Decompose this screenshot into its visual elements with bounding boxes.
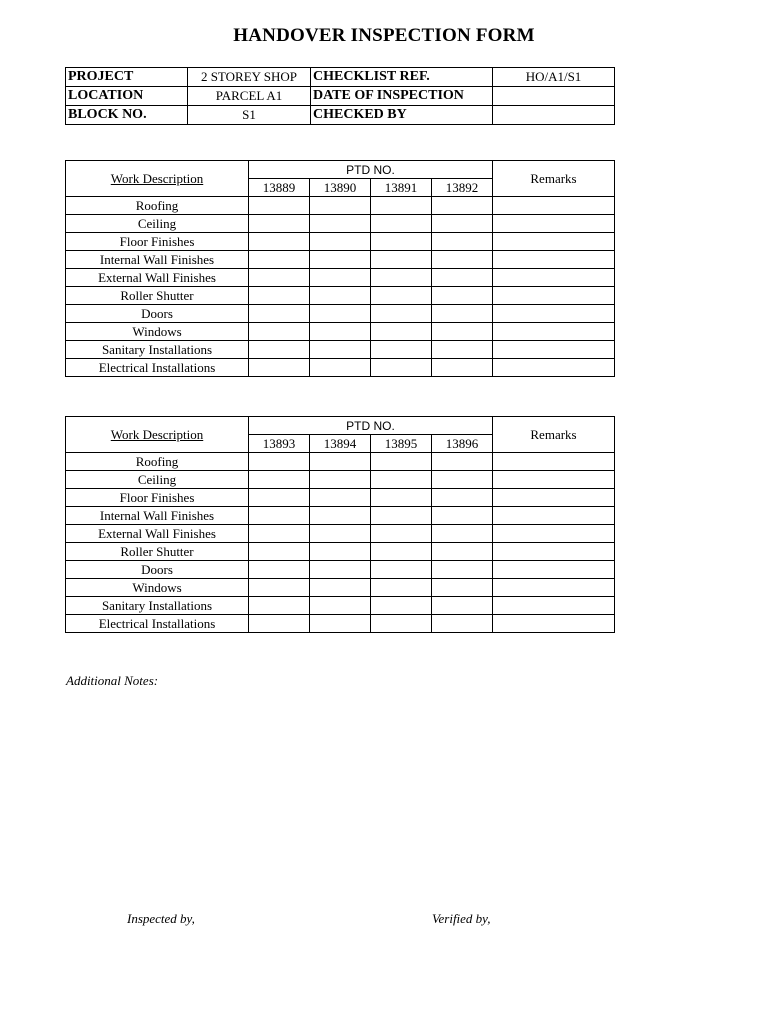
block-no-label: BLOCK NO. — [66, 106, 188, 125]
ptd-check-cell — [432, 615, 493, 633]
ptd-check-cell — [310, 323, 371, 341]
work-item-label: Roller Shutter — [66, 543, 249, 561]
ptd-check-cell — [371, 525, 432, 543]
ptd-check-cell — [249, 323, 310, 341]
ptd-check-cell — [310, 251, 371, 269]
ptd-check-cell — [432, 507, 493, 525]
date-of-inspection-value — [493, 87, 615, 106]
ptd-check-cell — [310, 197, 371, 215]
ptd-check-cell — [432, 525, 493, 543]
table-row — [66, 233, 615, 251]
ptd-check-cell — [249, 269, 310, 287]
remarks-cell — [493, 269, 615, 287]
ptd-no-header: PTD NO. — [249, 161, 493, 179]
remarks-cell — [493, 197, 615, 215]
ptd-check-cell — [371, 597, 432, 615]
project-label: PROJECT — [66, 68, 188, 87]
ptd-check-cell — [371, 269, 432, 287]
table-row — [66, 287, 615, 305]
ptd-check-cell — [432, 543, 493, 561]
ptd-number: 13892 — [432, 179, 493, 197]
remarks-cell — [493, 215, 615, 233]
ptd-number: 13890 — [310, 179, 371, 197]
checked-by-label: CHECKED BY — [311, 106, 493, 125]
ptd-check-cell — [432, 323, 493, 341]
work-item-label: Doors — [66, 561, 249, 579]
ptd-check-cell — [432, 489, 493, 507]
date-of-inspection-label: DATE OF INSPECTION — [311, 87, 493, 106]
ptd-check-cell — [310, 359, 371, 377]
project-info-table — [65, 67, 615, 125]
ptd-check-cell — [249, 507, 310, 525]
work-item-label: Roofing — [66, 453, 249, 471]
ptd-check-cell — [310, 453, 371, 471]
remarks-cell — [493, 287, 615, 305]
ptd-check-cell — [432, 197, 493, 215]
ptd-check-cell — [371, 251, 432, 269]
table-row — [66, 615, 615, 633]
work-description-header: Work Description — [66, 417, 249, 453]
block-no-value: S1 — [188, 106, 311, 125]
table-row — [66, 561, 615, 579]
ptd-check-cell — [371, 359, 432, 377]
checklist-ref-value: HO/A1/S1 — [493, 68, 615, 87]
work-item-label: Internal Wall Finishes — [66, 507, 249, 525]
ptd-check-cell — [249, 453, 310, 471]
remarks-cell — [493, 233, 615, 251]
ptd-check-cell — [249, 233, 310, 251]
ptd-check-cell — [249, 359, 310, 377]
remarks-cell — [493, 597, 615, 615]
ptd-check-cell — [432, 233, 493, 251]
ptd-check-cell — [371, 287, 432, 305]
ptd-check-cell — [249, 489, 310, 507]
table-row — [66, 251, 615, 269]
table-row — [66, 197, 615, 215]
remarks-cell — [493, 525, 615, 543]
checklist-ref-label: CHECKLIST REF. — [311, 68, 493, 87]
ptd-check-cell — [371, 471, 432, 489]
ptd-check-cell — [249, 471, 310, 489]
ptd-check-cell — [371, 215, 432, 233]
work-item-label: Internal Wall Finishes — [66, 251, 249, 269]
work-item-label: Roofing — [66, 197, 249, 215]
remarks-header: Remarks — [493, 161, 615, 197]
remarks-cell — [493, 323, 615, 341]
ptd-check-cell — [371, 305, 432, 323]
table-row — [66, 471, 615, 489]
table-row — [66, 215, 615, 233]
work-item-label: Sanitary Installations — [66, 597, 249, 615]
work-item-label: Windows — [66, 579, 249, 597]
ptd-check-cell — [310, 615, 371, 633]
ptd-check-cell — [432, 597, 493, 615]
work-item-label: Doors — [66, 305, 249, 323]
ptd-check-cell — [249, 525, 310, 543]
ptd-check-cell — [371, 341, 432, 359]
ptd-number: 13896 — [432, 435, 493, 453]
work-item-label: External Wall Finishes — [66, 269, 249, 287]
ptd-check-cell — [371, 197, 432, 215]
ptd-check-cell — [249, 215, 310, 233]
ptd-check-cell — [371, 615, 432, 633]
table-row — [66, 597, 615, 615]
remarks-cell — [493, 471, 615, 489]
work-item-label: Electrical Installations — [66, 359, 249, 377]
remarks-cell — [493, 453, 615, 471]
ptd-number: 13895 — [371, 435, 432, 453]
work-item-label: Windows — [66, 323, 249, 341]
table-row — [66, 341, 615, 359]
ptd-check-cell — [310, 525, 371, 543]
ptd-check-cell — [249, 615, 310, 633]
inspection-table-2 — [65, 416, 615, 633]
ptd-check-cell — [249, 197, 310, 215]
ptd-check-cell — [432, 359, 493, 377]
ptd-check-cell — [249, 597, 310, 615]
ptd-check-cell — [371, 561, 432, 579]
ptd-check-cell — [249, 251, 310, 269]
work-item-label: Floor Finishes — [66, 489, 249, 507]
ptd-check-cell — [310, 341, 371, 359]
ptd-check-cell — [310, 507, 371, 525]
ptd-check-cell — [310, 269, 371, 287]
table-row — [66, 507, 615, 525]
remarks-cell — [493, 305, 615, 323]
ptd-check-cell — [310, 489, 371, 507]
ptd-check-cell — [371, 453, 432, 471]
work-item-label: Ceiling — [66, 215, 249, 233]
ptd-check-cell — [249, 543, 310, 561]
remarks-cell — [493, 507, 615, 525]
remarks-cell — [493, 579, 615, 597]
additional-notes-label: Additional Notes: — [66, 673, 159, 688]
checked-by-value — [493, 106, 615, 125]
ptd-check-cell — [432, 251, 493, 269]
remarks-cell — [493, 359, 615, 377]
ptd-check-cell — [249, 579, 310, 597]
table-row — [66, 525, 615, 543]
ptd-check-cell — [371, 507, 432, 525]
ptd-check-cell — [249, 561, 310, 579]
ptd-check-cell — [371, 233, 432, 251]
remarks-cell — [493, 341, 615, 359]
ptd-check-cell — [310, 305, 371, 323]
form-title: HANDOVER INSPECTION FORM — [233, 25, 535, 46]
ptd-check-cell — [432, 579, 493, 597]
inspection-table-1 — [65, 160, 615, 377]
ptd-check-cell — [310, 579, 371, 597]
ptd-number: 13893 — [249, 435, 310, 453]
table-row — [66, 323, 615, 341]
ptd-check-cell — [310, 543, 371, 561]
ptd-check-cell — [249, 305, 310, 323]
ptd-number: 13894 — [310, 435, 371, 453]
work-description-header: Work Description — [66, 161, 249, 197]
remarks-header: Remarks — [493, 417, 615, 453]
work-item-label: Electrical Installations — [66, 615, 249, 633]
ptd-check-cell — [432, 215, 493, 233]
work-item-label: Ceiling — [66, 471, 249, 489]
ptd-number: 13889 — [249, 179, 310, 197]
ptd-check-cell — [432, 453, 493, 471]
table-row — [66, 305, 615, 323]
ptd-number: 13891 — [371, 179, 432, 197]
remarks-cell — [493, 489, 615, 507]
ptd-check-cell — [310, 597, 371, 615]
ptd-check-cell — [310, 215, 371, 233]
location-value: PARCEL A1 — [188, 87, 311, 106]
remarks-cell — [493, 543, 615, 561]
project-value: 2 STOREY SHOP — [188, 68, 311, 87]
ptd-no-header: PTD NO. — [249, 417, 493, 435]
ptd-check-cell — [371, 543, 432, 561]
ptd-check-cell — [249, 341, 310, 359]
ptd-check-cell — [432, 561, 493, 579]
remarks-cell — [493, 561, 615, 579]
table-row — [66, 543, 615, 561]
work-item-label: Roller Shutter — [66, 287, 249, 305]
ptd-check-cell — [371, 579, 432, 597]
table-row — [66, 359, 615, 377]
ptd-check-cell — [310, 287, 371, 305]
verified-by-label: Verified by, — [432, 911, 491, 926]
remarks-cell — [493, 615, 615, 633]
location-label: LOCATION — [66, 87, 188, 106]
ptd-check-cell — [371, 489, 432, 507]
work-item-label: Floor Finishes — [66, 233, 249, 251]
ptd-check-cell — [432, 305, 493, 323]
ptd-check-cell — [432, 471, 493, 489]
inspected-by-label: Inspected by, — [127, 911, 195, 926]
ptd-check-cell — [371, 323, 432, 341]
table-row — [66, 579, 615, 597]
work-item-label: Sanitary Installations — [66, 341, 249, 359]
ptd-check-cell — [432, 287, 493, 305]
remarks-cell — [493, 251, 615, 269]
ptd-check-cell — [249, 287, 310, 305]
ptd-check-cell — [310, 471, 371, 489]
ptd-check-cell — [310, 561, 371, 579]
table-row — [66, 269, 615, 287]
table-row — [66, 489, 615, 507]
ptd-check-cell — [432, 341, 493, 359]
ptd-check-cell — [310, 233, 371, 251]
table-row — [66, 453, 615, 471]
ptd-check-cell — [432, 269, 493, 287]
work-item-label: External Wall Finishes — [66, 525, 249, 543]
